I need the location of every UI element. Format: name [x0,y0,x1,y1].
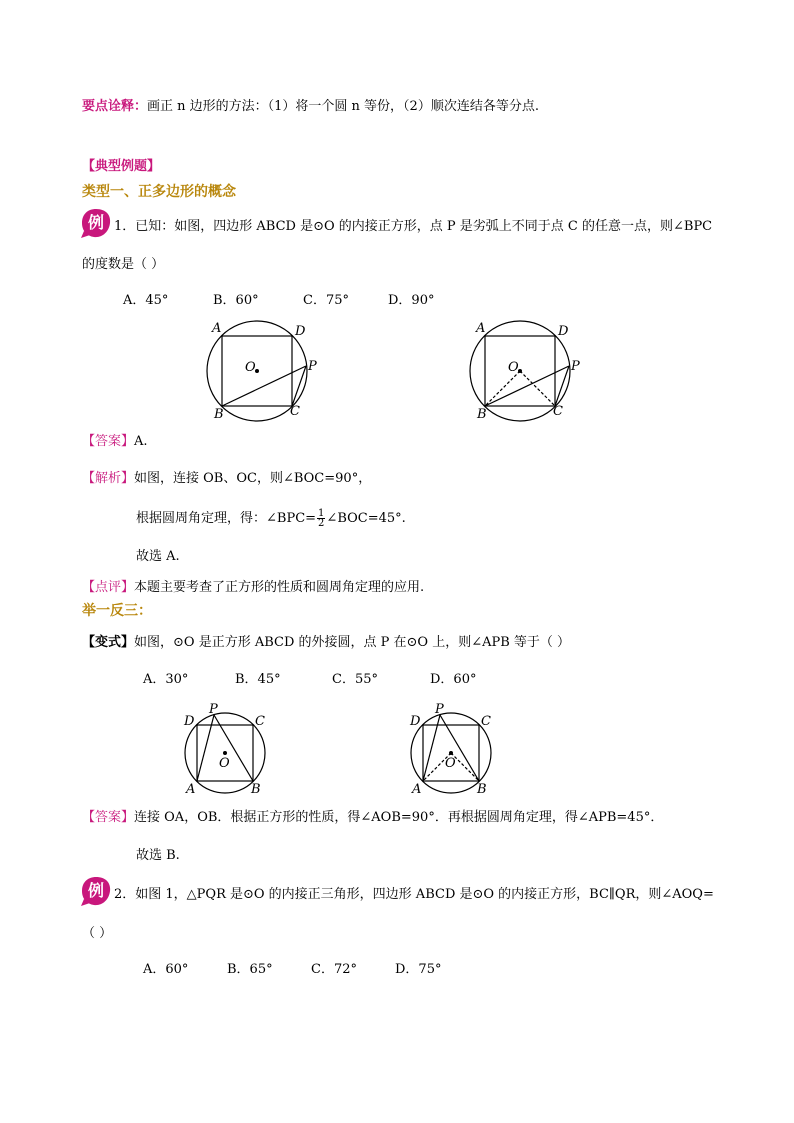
ex1-analysis [82,471,371,487]
ex1-fraction [317,509,325,528]
fig2-label-b: B [477,407,487,422]
ex1-answer [82,434,148,450]
variant-text: 如图，⊙O 是正方形 ABCD 的外接圆，点 P 在⊙O 上，则∠APB 等于（ ） [134,635,571,650]
section-title: 【典型例题】 [82,159,161,174]
fig3-label-d: D [184,714,195,729]
fig4-label-a: A [412,782,422,797]
ex1-option-d: D．90° [388,293,435,308]
ex2-line1: 2．如图 1，△PQR 是⊙O 的内接正三角形，四边形 ABCD 是⊙O 的内接正方形，BC∥QR，则∠AOQ= [114,887,714,902]
ex2-option-a: A．60° [143,962,189,977]
fig1-label-b: B [214,407,224,422]
ex1-frac-den: 2 [318,518,325,529]
ex1-option-b: B．60° [213,293,259,308]
fig3-label-p: P [209,702,218,717]
ex1-analysis-label: 【解析】 [82,471,135,486]
fig3-label-c: C [255,714,265,729]
ex1-comment [82,580,424,596]
fig1-label-p: P [308,359,317,374]
key-point [82,99,539,115]
figure-1 [200,318,330,428]
ex1-answer-label: 【答案】 [82,434,135,449]
fig2-label-p: P [571,359,580,374]
example-badge-2-char: 例 [87,881,105,900]
fig2-label-a: A [476,321,486,336]
ex1-line1: 1．已知：如图，四边形 ABCD 是⊙O 的内接正方形，点 P 是劣弧上不同于点 C 的任意一点，则∠BPC [114,219,713,234]
ex2-line2: （ ） [82,926,113,941]
fig4-label-b: B [477,782,487,797]
fig3-label-o: O [219,756,230,771]
fig3-label-b: B [251,782,261,797]
ex1-comment-label: 【点评】 [82,580,135,595]
ex2-option-b: B．65° [227,962,273,977]
fig2-label-d: D [558,324,569,339]
fig3-label-a: A [186,782,196,797]
figure-3 [180,700,275,800]
ex1-line2: 的度数是（ ） [82,257,165,272]
ex1-conclusion: 故选 A. [136,549,180,564]
fig4-label-d: D [410,714,421,729]
variant-option-a: A．30° [143,672,189,687]
key-point-label: 要点诠释： [82,99,148,114]
ex1-analysis-text: 如图，连接 OB、OC，则∠BOC=90°， [134,471,372,486]
ex1-answer-text: A. [134,434,148,449]
variant-question [82,635,570,651]
ex1-comment-text: 本题主要考查了正方形的性质和圆周角定理的应用. [134,580,425,595]
variant-label: 【变式】 [82,635,135,650]
type1-title: 类型一、正多边形的概念 [82,184,236,200]
ex1-step1 [136,508,406,530]
figure-4 [406,700,501,800]
ex1-step1-suffix: ∠BOC=45°. [326,511,406,526]
key-point-text: 画正 n 边形的方法：（1）将一个圆 n 等份，（2）顺次连结各等分点. [147,99,539,114]
ex1-frac-num: 1 [318,508,325,519]
fig1-label-d: D [295,324,306,339]
fig4-label-p: P [435,702,444,717]
fig4-label-c: C [481,714,491,729]
fig4-label-o: O [445,756,456,771]
variant-option-d: D．60° [430,672,477,687]
ex1-option-c: C．75° [303,293,349,308]
fig2-label-c: C [553,404,563,419]
fig2-label-o: O [508,360,519,375]
variant-answer [82,810,663,826]
figure-2 [468,318,598,428]
variant-option-c: C．55° [332,672,378,687]
practice-title: 举一反三： [82,603,152,619]
ex1-step1-prefix: 根据圆周角定理，得：∠BPC= [136,511,317,526]
fig1-label-c: C [290,404,300,419]
variant-option-b: B．45° [235,672,281,687]
variant-answer-label: 【答案】 [82,810,135,825]
ex1-option-a: A．45° [123,293,169,308]
variant-conclusion: 故选 B. [136,848,180,863]
example-badge-2-icon [80,875,112,907]
fig1-label-o: O [245,360,256,375]
variant-answer-text: 连接 OA，OB．根据正方形的性质，得∠AOB=90°．再根据圆周角定理，得∠APB=45°． [134,810,664,825]
ex2-option-d: D．75° [395,962,442,977]
ex2-option-c: C．72° [311,962,357,977]
example-badge-char: 例 [87,213,105,232]
example-badge-icon [80,207,112,239]
fig1-label-a: A [212,321,222,336]
